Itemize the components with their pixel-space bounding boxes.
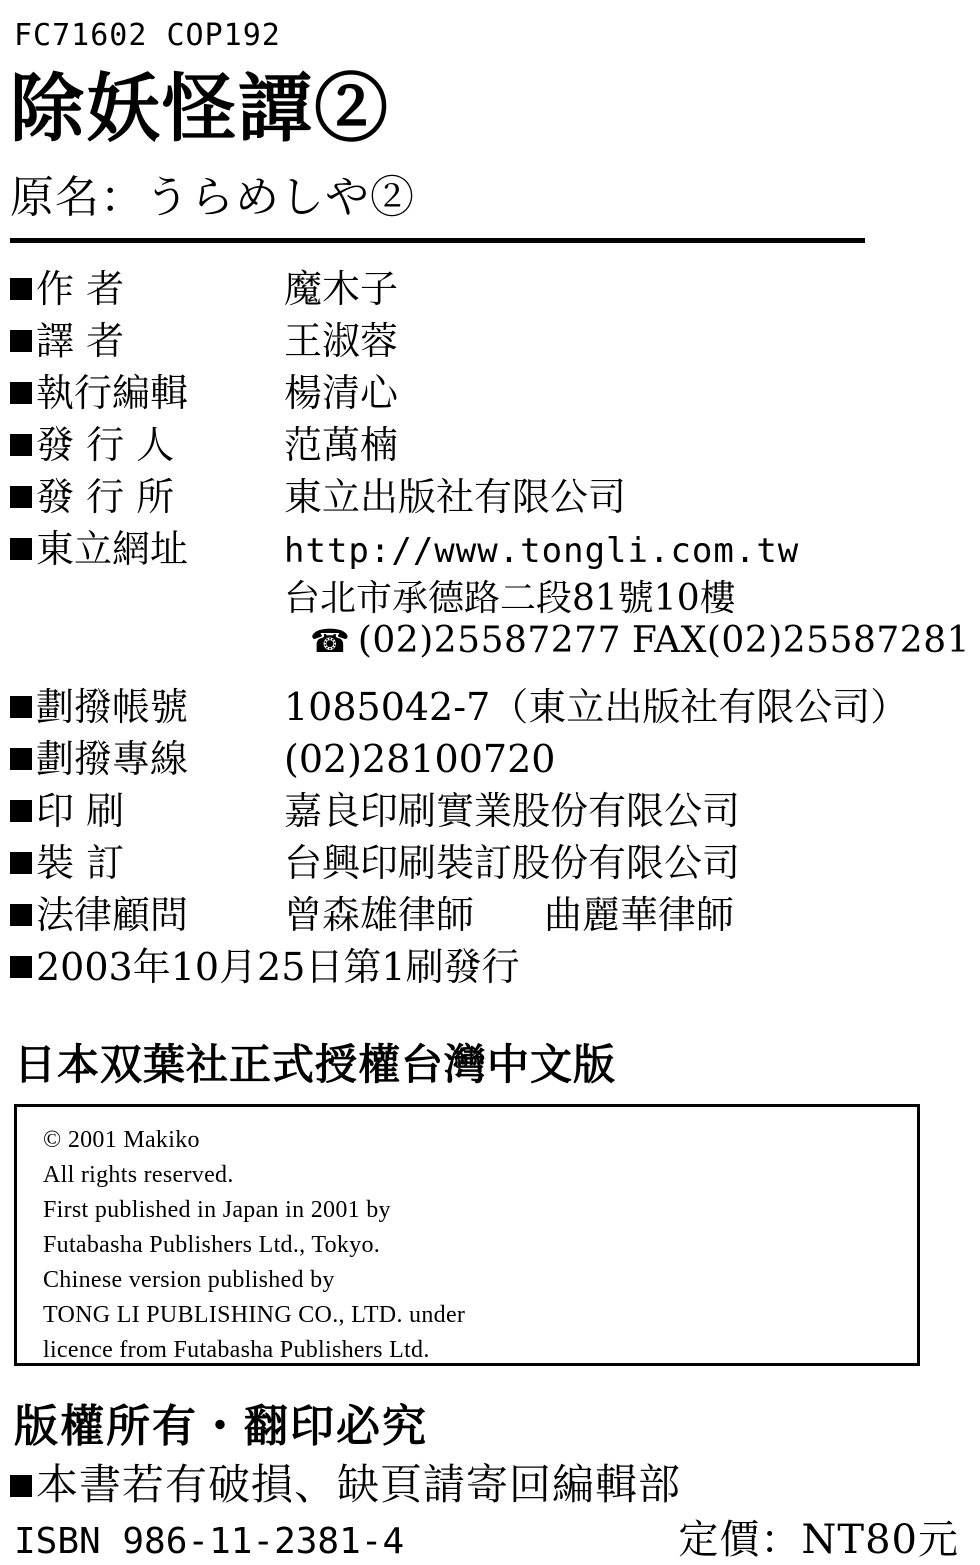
damaged-copy-notice [10, 1452, 681, 1512]
square-bullet-icon [10, 748, 32, 770]
legal-advisor-label: 法律顧問 [36, 893, 189, 937]
postal-hotline-label: 劃撥專線 [36, 737, 189, 781]
credits-block [10, 258, 970, 988]
square-bullet-icon [10, 330, 32, 352]
copyright-line: TONG LI PUBLISHING CO., LTD. under [43, 1302, 466, 1328]
square-bullet-icon [10, 382, 32, 404]
credit-value: 東立出版社有限公司 [284, 475, 627, 519]
credit-row-publisher-person [10, 414, 970, 466]
credit-row-author [10, 258, 970, 310]
phone-number: (02)25587277 [357, 620, 621, 661]
binding-value: 台興印刷裝訂股份有限公司 [284, 841, 741, 885]
footer [14, 1508, 959, 1565]
square-bullet-icon [10, 956, 32, 978]
address-row [10, 570, 970, 620]
postal-hotline-row [10, 728, 970, 780]
printing-row [10, 780, 970, 832]
square-bullet-icon [10, 852, 32, 874]
credit-label: 作 者 [36, 267, 125, 311]
square-bullet-icon [10, 486, 32, 508]
postal-account-value: 1085042-7（東立出版社有限公司） [284, 685, 909, 729]
credit-row-translator [10, 310, 970, 362]
legal-advisor-2: 曲麗華律師 [544, 893, 735, 937]
postal-hotline-value: (02)28100720 [284, 737, 556, 781]
square-bullet-icon [10, 538, 32, 560]
edition-text: 2003年10月25日第1刷發行 [36, 945, 520, 989]
damaged-copy-text: 本書若有破損、缺頁請寄回編輯部 [36, 1460, 682, 1509]
telephone-icon: ☎ [310, 622, 350, 660]
price-text: 定價：NT80元 [678, 1517, 959, 1563]
square-bullet-icon [10, 800, 32, 822]
phone-row [10, 620, 970, 676]
square-bullet-icon [10, 278, 32, 300]
legal-advisor-row [10, 884, 970, 936]
book-code: FC71602 COP192 [14, 18, 281, 53]
rights-reserved-line: 版權所有・翻印必究 [14, 1401, 428, 1452]
square-bullet-icon [10, 434, 32, 456]
credit-value: 王淑蓉 [284, 319, 399, 363]
square-bullet-icon [10, 1475, 32, 1497]
postal-account-row [10, 676, 970, 728]
copyright-line: Futabasha Publishers Ltd., Tokyo. [43, 1232, 381, 1258]
credit-value: 范萬楠 [284, 423, 399, 467]
binding-label: 裝 訂 [36, 841, 125, 885]
copyright-line: All rights reserved. [43, 1162, 234, 1188]
website-row [10, 518, 970, 570]
copyright-line: © 2001 Makiko [43, 1127, 200, 1153]
printing-label: 印 刷 [36, 789, 125, 833]
binding-row [10, 832, 970, 884]
credit-label: 譯 者 [36, 319, 125, 363]
postal-account-label: 劃撥帳號 [36, 685, 189, 729]
credit-label: 發 行 所 [36, 475, 175, 519]
fax-number: FAX(02)25587281 [631, 620, 970, 661]
credit-label: 發 行 人 [36, 423, 175, 467]
printing-value: 嘉良印刷實業股份有限公司 [284, 789, 741, 833]
indent-spacer [10, 570, 284, 620]
page-title: 除妖怪譚② [10, 66, 390, 152]
credit-value: 魔木子 [284, 267, 399, 311]
copyright-line: Chinese version published by [43, 1267, 335, 1293]
credit-row-executive-editor [10, 362, 970, 414]
edition-row [10, 936, 970, 988]
copyright-line: First published in Japan in 2001 by [43, 1197, 391, 1223]
copyright-line: licence from Futabasha Publishers Ltd. [43, 1337, 430, 1363]
square-bullet-icon [10, 696, 32, 718]
address-text: 台北市承德路二段81號10樓 [284, 578, 736, 619]
copyright-box [14, 1104, 920, 1366]
divider [10, 238, 865, 243]
credit-label: 執行編輯 [36, 371, 189, 415]
website-label: 東立網址 [36, 527, 189, 571]
website-url[interactable]: http://www.tongli.com.tw [284, 531, 800, 571]
license-statement: 日本双葉社正式授權台灣中文版 [14, 1040, 617, 1089]
isbn-text: ISBN 986-11-2381-4 [14, 1521, 405, 1562]
credit-row-publisher-company [10, 466, 970, 518]
original-title: 原名：うらめしや② [10, 172, 415, 223]
square-bullet-icon [10, 904, 32, 926]
legal-advisor-1: 曾森雄律師 [284, 893, 475, 937]
credit-value: 楊清心 [284, 371, 399, 415]
